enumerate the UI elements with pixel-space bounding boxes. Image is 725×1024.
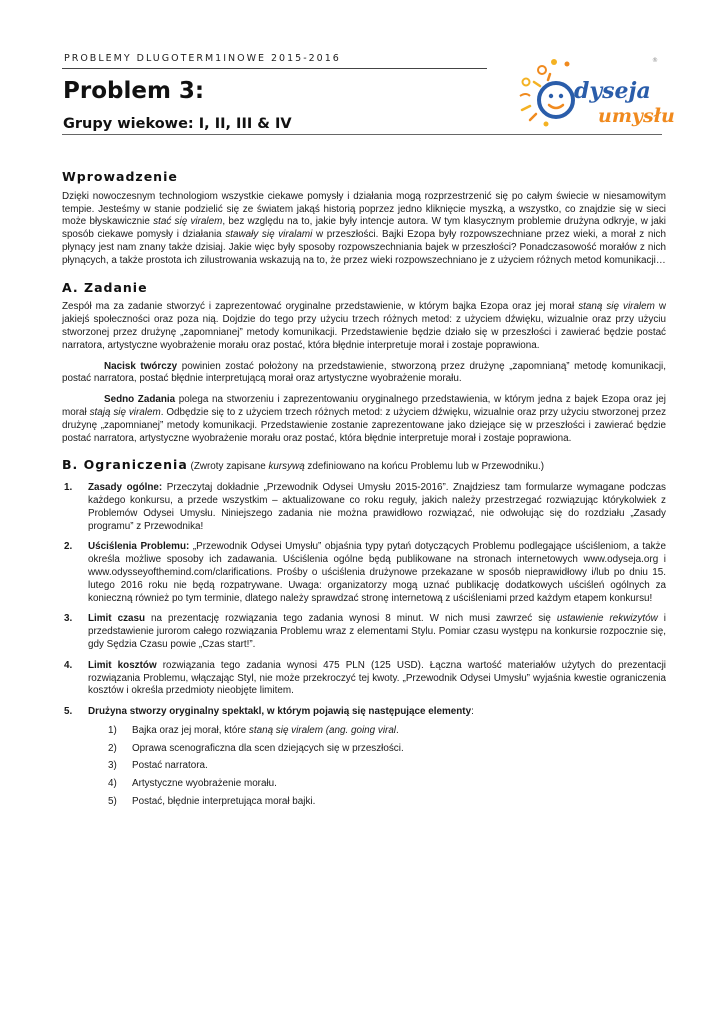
constraints-heading-row (62, 459, 666, 474)
document-content (62, 171, 666, 817)
intro-text: Dzięki nowoczesnym technologiom wszystkie ciekawe pomysły i działania mogą rozprzestrzenić się po całym świecie w niesamowitym tempie. Jesteśmy w stanie podzielić się ze światem jakąś historią poprzez jedno kliknięcie myszką, a wszystko, co znajdzie się w sieci może błyskawicznie (62, 190, 666, 228)
constraints-heading: B. Ograniczenia (62, 457, 188, 473)
header-rule-top (62, 68, 487, 69)
task-bold-term: Sedno Zadania (104, 394, 176, 406)
constraint-number: 4. (64, 659, 73, 671)
spectacle-element-item (88, 796, 666, 809)
page-subtitle: Grupy wiekowe: I, II, III & IV (63, 116, 292, 132)
spectacle-element-item (88, 760, 666, 773)
header-rule-bottom (62, 134, 662, 135)
intro-paragraph (62, 191, 666, 268)
element-text: . (396, 724, 399, 736)
constraint-number: 1. (64, 482, 73, 494)
task-paragraph-1 (62, 301, 666, 352)
constraint-text: : (471, 706, 474, 718)
constraint-label: Limit czasu (88, 613, 146, 625)
constraint-text: i przedstawienie jurorom całego rozwiązania Problemu wraz z elementami Stylu. Pomiar czasu występu na konkursie rozpocznie się, gdy Sędzia Czasu powie „Czas start!”. (88, 613, 666, 650)
task-term: stają się viralem (89, 406, 161, 418)
task-text: polega na stworzeniu i zaprezentowaniu oryginalnego przedstawienia, w którym jedna z bajek Ezopa oraz jej morał (62, 394, 666, 418)
constraint-number: 5. (64, 706, 73, 718)
element-text: Postać, błędnie interpretująca morał bajki. (132, 796, 316, 808)
element-number: 3) (108, 760, 117, 772)
constraint-item (62, 541, 666, 605)
task-text: w jakiejś społeczności oraz poza nią. Dojdzie do tego przy użyciu trzech różnych metod: z użyciem dźwięku, wizualnie oraz przy użyciu stworzonej przez drużynę „zapomnianej” metody komunikacji. Przedstawienie będzie działo się w przeszłości i zawierać będzie postać narratora, artystyczne wyobrażenie morału oraz postać, która błędnie interpretuje morał i zostaje poprawiona. (62, 301, 667, 351)
constraint-text: na prezentację rozwiązania tego zadania wynosi 8 minut. W nich musi zawrzeć się (145, 613, 557, 625)
task-text: . Odbędzie się to z użyciem trzech różnych metod: z użyciem dźwięku, wizualnie oraz przy użyciu stworzonej przez drużynę „zapomnianej” metody komunikacji. Przedstawienie zostanie zaprezentowane jako dziejące się w przeszłości i zawierać będzie postać narratora, artystyczne wyobrażenie morału oraz postać, która błędnie interpretuje morał i zostaje poprawiona. (62, 406, 667, 444)
constraint-label: Limit kosztów (88, 659, 157, 671)
constraint-text: „Przewodnik Odysei Umysłu” objaśnia typy pytań dotyczących Problemu podlegające uściśleniom, a także określa możliwe sposoby ich zadawania. Uściślenia ogólne będą publikowane na stronach internetowych www.odyseja.org i www.odysseyofthemind.com/clarifications. Prośby o uściślenia drużynowe przekazane w sposób nieprawidłowy i/lub po dniu 15. lutego 2016 roku nie będą rozpatrywane. Uwaga: organizatorzy mogą uznać publikację dodatkowych uściśleń ogólnych za konieczną również po tym terminie, dlatego należy sprawdzać stronę internetową z uściśleniami przed każdym etapem konkursu! (88, 541, 666, 604)
odyseja-umyslu-logo (512, 52, 675, 132)
element-term: staną się viralem (ang. going viral (248, 724, 397, 736)
constraint-label: Uściślenia Problemu: (88, 541, 190, 553)
header-kicker: PROBLEMY DLUGOTERM1INOWE 2015-2016 (64, 53, 341, 64)
constraint-text: rozwiązania tego zadania wynosi 475 PLN (125 USD). Łączna wartość materiałów użytych do prezentacji rozwiązania Problemu, włączając Styl, nie może przekroczyć tej kwoty. „Przewodnik Odysei Umysłu” wyjaśnia kwestie ograniczenia kosztów i określa przedmioty nieobjęte limitem. (88, 659, 666, 697)
element-number: 2) (108, 742, 117, 754)
note-text: (Zwroty zapisane (190, 461, 269, 473)
constraint-number: 3. (64, 613, 73, 625)
constraint-label: Zasady ogólne: (88, 482, 163, 494)
task-bold-term: Nacisk twórczy (104, 360, 178, 372)
constraints-note (191, 461, 544, 472)
constraint-item (62, 613, 666, 651)
note-text: zdefiniowano na końcu Problemu lub w Przewodniku.) (304, 461, 545, 473)
task-paragraph-2 (62, 361, 666, 387)
constraint-text: Przeczytaj dokładnie „Przewodnik Odysei Umysłu 2015-2016”. Znajdziesz tam formularze wymagane podczas każdego konkursu, a przede wszystkim – aktualizowane co roku reguły, jakich należy przestrzegać rozwiązując którykolwiek z Problemów Odysei Umysłu. Niniejszego zadania nie można prawidłowo rozwiązać, nie odwołując się do rozdziału „Zasady programu” z Przewodnika! (88, 482, 666, 532)
intro-text: , bez względu na to, jakie były intencje autora. W tym klasycznym problemie drużyna odkryje, w jaki sposób ciekawe pomysły i działania (62, 216, 666, 241)
element-text: Artystyczne wyobrażenie morału. (132, 778, 277, 790)
spectacle-element-item (88, 725, 666, 738)
logo-face-icon (539, 83, 573, 117)
element-number: 1) (108, 724, 117, 736)
constraint-item (62, 660, 666, 698)
spectacle-elements-list (88, 725, 666, 809)
logo-word-umyslu: umysłu (598, 105, 675, 127)
spectacle-element-item (88, 778, 666, 791)
element-text: Oprawa scenograficzna dla scen dziejących się w przeszłości. (132, 742, 404, 754)
constraint-term: ustawienie rekwizytów (556, 613, 658, 625)
constraints-list (62, 482, 666, 809)
task-term: staną się viralem (578, 301, 655, 313)
intro-text: w przeszłości. Bajki Ezopa były rozpowszechniane przez wieki, a morał z nich płynący jest nam znany także dzisiaj. Jakie więc były sposoby rozpowszechniania bajek w przeszłości? Ponadczasowość morałów z nich płynących, a także prostota ich zilustrowania wskazują na to, że przez wieki rozpowszechniano je z użyciem różnych metod komunikacji… (62, 229, 666, 266)
constraint-item (62, 706, 666, 809)
constraint-item (62, 482, 666, 533)
task-text: powinien zostać położony na przedstawienie, stworzoną przez drużynę „zapomnianą” metodę komunikacji, postać narratora, postać błędnie interpretującą morał oraz artystyczne wyobrażenie morału. (62, 360, 666, 385)
spectacle-element-item (88, 743, 666, 756)
intro-term: stawały się viralami (225, 229, 313, 241)
task-text: Zespół ma za zadanie stworzyć i zaprezentować oryginalne przedstawienie, w którym bajka Ezopa oraz jej morał (62, 301, 579, 313)
element-number: 4) (108, 778, 117, 790)
intro-term: stać się viralem (153, 216, 223, 228)
element-text: Postać narratora. (132, 760, 208, 772)
logo-word-odyseja: dyseja (574, 78, 651, 104)
constraint-label: Drużyna stworzy oryginalny spektakl, w którym pojawią się następujące elementy (88, 706, 472, 718)
constraint-number: 2. (64, 541, 73, 553)
element-number: 5) (108, 796, 117, 808)
page-title: Problem 3: (63, 78, 205, 104)
intro-heading: Wprowadzenie (62, 169, 178, 184)
task-paragraph-3 (62, 394, 666, 445)
note-term: kursywą (268, 461, 305, 473)
task-heading: A. Zadanie (62, 279, 148, 295)
logo-registered-mark: ® (652, 57, 658, 64)
element-text: Bajka oraz jej morał, które (132, 724, 249, 736)
